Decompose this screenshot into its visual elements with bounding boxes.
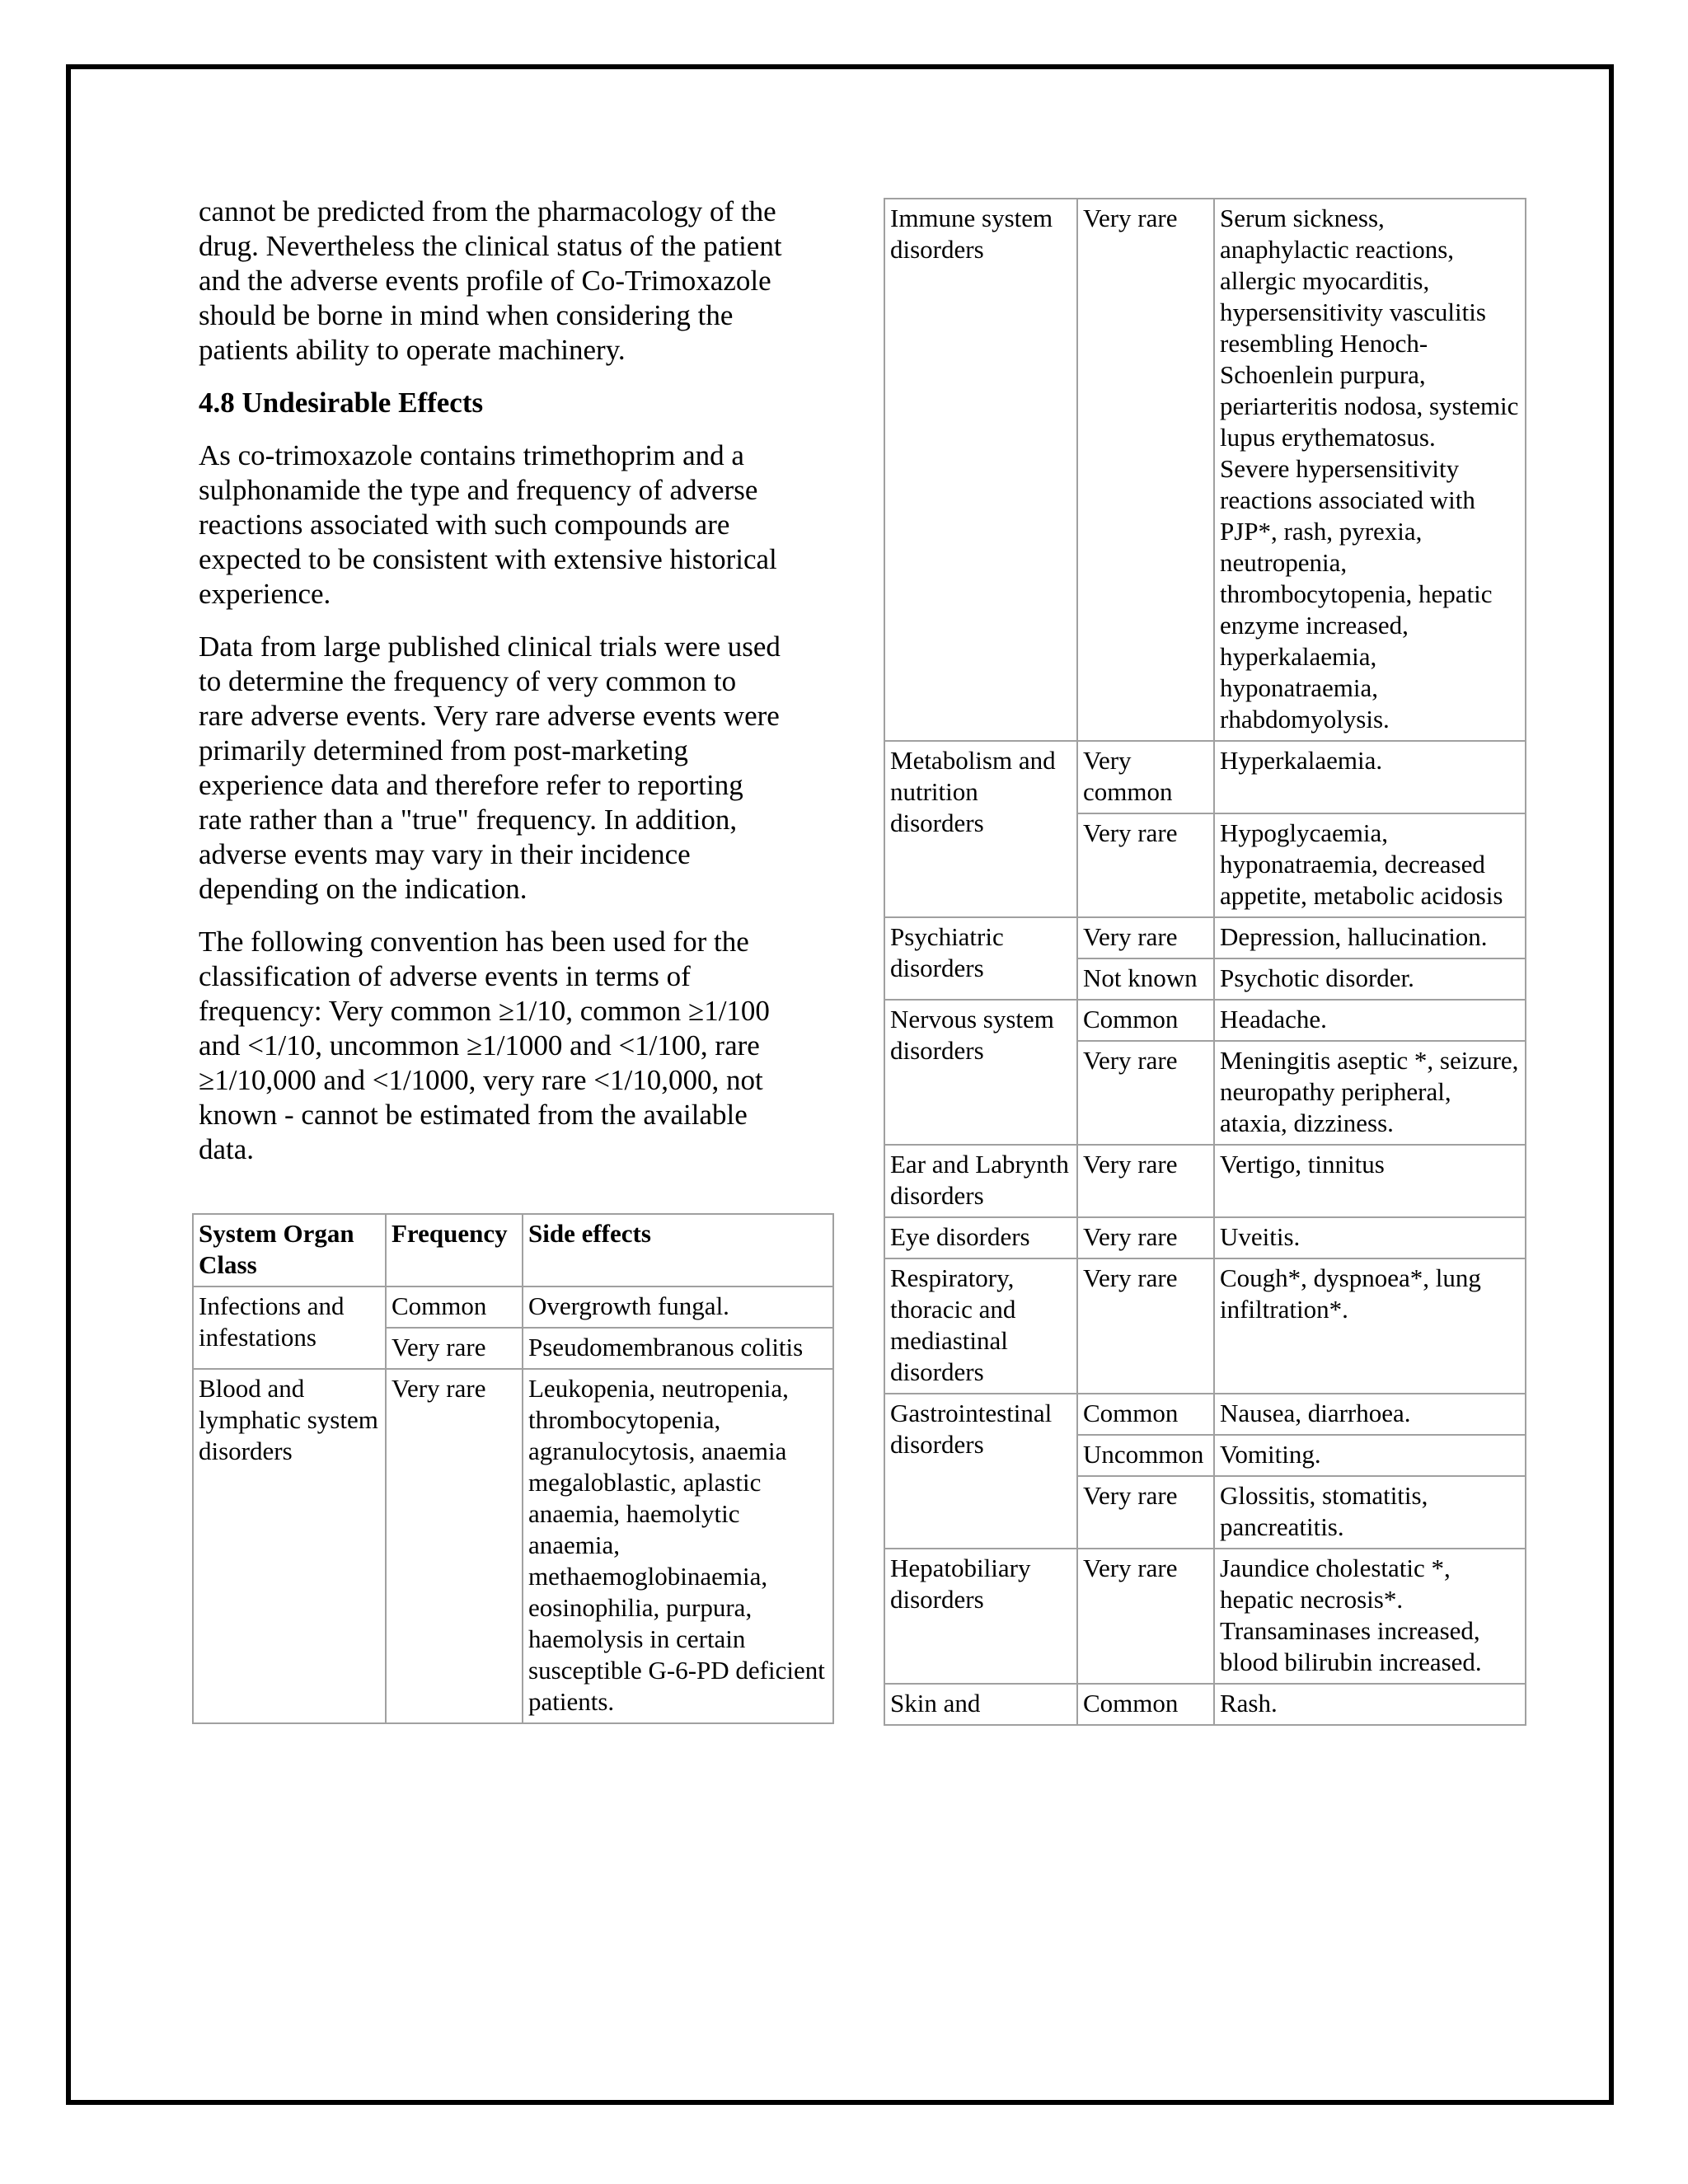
organ-class-cell: Immune system disorders	[884, 199, 1077, 741]
organ-class-cell: Gastrointestinal disorders	[884, 1394, 1077, 1549]
frequency-cell: Very common	[1077, 741, 1214, 813]
body-paragraph: Data from large published clinical trials were used to determine the frequency of very common to rare adverse events. Very rare adverse events were primarily determined from post-marketing experience data and therefore refer to reporting rate rather than a "true" frequency. In addition, adverse events may vary in their incidence depending on the indication.	[199, 630, 781, 905]
column-header: Side effects	[523, 1214, 833, 1286]
frequency-cell: Common	[386, 1286, 523, 1328]
frequency-cell: Very rare	[1077, 1258, 1214, 1394]
side-effects-cell: Hyperkalaemia.	[1214, 741, 1526, 813]
table-row	[884, 741, 1526, 813]
column-header: Frequency	[386, 1214, 523, 1286]
organ-class-cell: Skin and	[884, 1684, 1077, 1725]
side-effects-cell: Vomiting.	[1214, 1435, 1526, 1476]
table-row	[884, 1394, 1526, 1435]
side-effects-cell: Pseudomembranous colitis	[523, 1328, 833, 1369]
frequency-cell: Common	[1077, 1394, 1214, 1435]
organ-class-cell: Psychiatric disorders	[884, 917, 1077, 1000]
intro-paragraph: cannot be predicted from the pharmacology of the drug. Nevertheless the clinical status of the patient and the adverse events profile of Co-Trimoxazole should be borne in mind when considering the patients ability to operate machinery.	[199, 195, 782, 366]
organ-class-cell: Nervous system disorders	[884, 1000, 1077, 1145]
organ-class-cell: Ear and Labrynth disorders	[884, 1145, 1077, 1217]
side-effects-cell: Vertigo, tinnitus	[1214, 1145, 1526, 1217]
table-row	[193, 1286, 833, 1328]
table-row	[884, 1000, 1526, 1041]
left-column	[199, 194, 784, 1185]
table-row	[884, 1217, 1526, 1258]
frequency-cell: Very rare	[386, 1328, 523, 1369]
side-effects-cell: Glossitis, stomatitis, pancreatitis.	[1214, 1476, 1526, 1549]
table-row	[193, 1369, 833, 1723]
frequency-cell: Common	[1077, 1684, 1214, 1725]
side-effects-cell: Cough*, dyspnoea*, lung infiltration*.	[1214, 1258, 1526, 1394]
frequency-cell: Very rare	[1077, 1145, 1214, 1217]
adverse-effects-table-right	[884, 198, 1526, 1726]
table-row	[884, 1258, 1526, 1394]
frequency-cell: Common	[1077, 1000, 1214, 1041]
side-effects-cell: Depression, hallucination.	[1214, 917, 1526, 958]
frequency-cell: Very rare	[1077, 1549, 1214, 1684]
table-row	[884, 917, 1526, 958]
table-row	[884, 199, 1526, 741]
side-effects-cell	[1214, 199, 1526, 741]
side-effects-cell: Overgrowth fungal.	[523, 1286, 833, 1328]
table-row	[884, 1684, 1526, 1725]
table-header-row	[193, 1214, 833, 1286]
frequency-cell: Very rare	[1077, 917, 1214, 958]
adverse-effects-table-left	[192, 1213, 834, 1724]
side-effects-cell: Jaundice cholestatic *, hepatic necrosis*. Transaminases increased, blood bilirubin increased.	[1214, 1549, 1526, 1684]
organ-class-cell: Hepatobiliary disorders	[884, 1549, 1077, 1684]
column-header: System Organ Class	[193, 1214, 386, 1286]
table-row	[884, 1145, 1526, 1217]
side-effects-text: Serum sickness, anaphylactic reactions, allergic myocarditis, hypersensitivity vasculitis resembling Henoch-Schoenlein purpura, periarteritis nodosa, systemic lupus erythematosus.	[1220, 204, 1519, 452]
side-effects-text: Severe hypersensitivity reactions associated with PJP*, rash, pyrexia, neutropenia, thrombocytopenia, hepatic enzyme increased, hyperkalaemia, hyponatraemia, rhabdomyolysis.	[1220, 454, 1493, 733]
frequency-cell: Very rare	[1077, 199, 1214, 741]
organ-class-cell: Eye disorders	[884, 1217, 1077, 1258]
side-effects-cell: Headache.	[1214, 1000, 1526, 1041]
frequency-cell: Uncommon	[1077, 1435, 1214, 1476]
organ-class-cell: Infections and infestations	[193, 1286, 386, 1369]
side-effects-cell: Uveitis.	[1214, 1217, 1526, 1258]
side-effects-cell: Meningitis aseptic *, seizure, neuropathy peripheral, ataxia, dizziness.	[1214, 1041, 1526, 1145]
side-effects-cell: Rash.	[1214, 1684, 1526, 1725]
frequency-cell: Very rare	[1077, 813, 1214, 917]
body-paragraph: As co-trimoxazole contains trimethoprim and a sulphonamide the type and frequency of adverse reactions associated with such compounds are expected to be consistent with extensive historical experience.	[199, 439, 777, 610]
side-effects-cell: Hypoglycaemia, hyponatraemia, decreased appetite, metabolic acidosis	[1214, 813, 1526, 917]
frequency-cell: Very rare	[1077, 1041, 1214, 1145]
side-effects-cell: Nausea, diarrhoea.	[1214, 1394, 1526, 1435]
organ-class-cell: Metabolism and nutrition disorders	[884, 741, 1077, 917]
frequency-cell: Very rare	[386, 1369, 523, 1723]
frequency-cell: Very rare	[1077, 1217, 1214, 1258]
table-row	[884, 1549, 1526, 1684]
body-paragraph: The following convention has been used for the classification of adverse events in terms of frequency: Very common ≥1/10, common ≥1/100 and <1/10, uncommon ≥1/1000 and <1/100, rare ≥1/10,000 and <1/1000, very rare <1/10,000, not known - cannot be estimated from the available data.	[199, 926, 770, 1165]
side-effects-cell: Leukopenia, neutropenia, thrombocytopenia, agranulocytosis, anaemia megaloblastic, aplastic anaemia, haemolytic anaemia, methaemoglobinaemia, eosinophilia, purpura, haemolysis in certain susceptible G-6-PD deficient patients.	[523, 1369, 833, 1723]
organ-class-cell: Blood and lymphatic system disorders	[193, 1369, 386, 1723]
section-heading: 4.8 Undesirable Effects	[199, 387, 484, 419]
frequency-cell: Not known	[1077, 958, 1214, 1000]
organ-class-cell: Respiratory, thoracic and mediastinal disorders	[884, 1258, 1077, 1394]
frequency-cell: Very rare	[1077, 1476, 1214, 1549]
side-effects-cell: Psychotic disorder.	[1214, 958, 1526, 1000]
